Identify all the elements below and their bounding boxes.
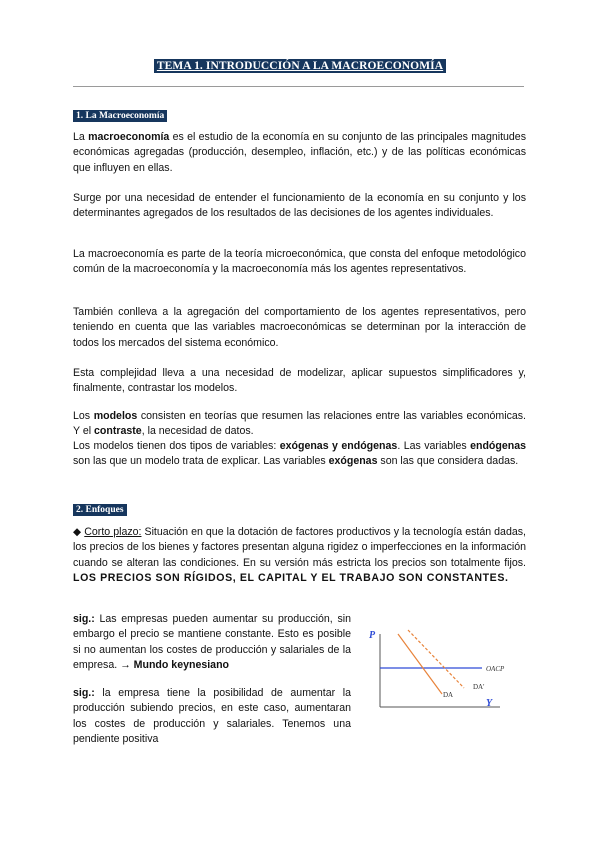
paragraph-modelling: Esta complejidad lleva a una necesidad de modelizar, aplicar supuestos simplificadores y, finalmente, contrastar los modelos. [73, 367, 526, 395]
paragraph-variables [73, 439, 526, 470]
bold-lead: sig.: [73, 687, 95, 699]
text-run: son las que un modelo trata de explicar. Las variables [73, 455, 329, 468]
paragraph-origin: Surge por una necesidad de entender el funcionamiento de la economía en su conjunto y los determinantes agregados de los resultados de las decisiones de los agentes individuales. [73, 192, 526, 220]
bold-term: contraste [94, 425, 142, 438]
x-axis-label: Y [486, 698, 493, 709]
bold-arrow-note: → Mundo keynesiano [120, 659, 230, 672]
paragraph-definition [73, 130, 526, 176]
text-run: la empresa tiene la posibilidad de aumentar la producción subiendo precios, en este caso, aumentaran los costes de producción y salariales. Tenemos una pendiente positiva [73, 687, 351, 746]
bold-term: macroeconomía [88, 131, 170, 143]
section-heading-enfoques: 2. Enfoques [73, 504, 127, 516]
text-run: . Las variables [397, 440, 471, 452]
text-run: son las que considera dadas. [377, 455, 519, 468]
bold-term: modelos [93, 410, 138, 422]
bold-term: endógenas [470, 440, 527, 452]
figure-svg [360, 622, 510, 717]
paragraph-keynesian [73, 612, 351, 674]
paragraph-models [73, 409, 526, 440]
paragraph-short-run [73, 525, 526, 587]
title-wrap [0, 56, 600, 74]
paragraph-theory: La macroeconomía es parte de la teoría microeconómica, que consta del enfoque metodológico común de la macroeconomía y la macroeconomía más los agentes representativos. [73, 248, 526, 276]
text-run: Los modelos tienen dos tipos de variables: [73, 440, 280, 452]
caps-statement: LOS PRECIOS SON RÍGIDOS, EL CAPITAL Y EL TRABAJO SON CONSTANTES. [73, 572, 509, 585]
section-heading-macroeconomia: 1. La Macroeconomía [73, 110, 167, 122]
oacp-label: OACP [486, 665, 505, 673]
text-run: Los [73, 410, 94, 422]
document-title: TEMA 1. INTRODUCCIÓN A LA MACROECONOMÍA [154, 59, 446, 73]
bold-term: exógenas [328, 455, 378, 468]
diamond-bullet-icon: ◆ [73, 526, 82, 538]
text-run: Las empresas pueden aumentar su producción, sin embargo el precio se mantiene constante. Esto es posible si no aumentan los costes de producción y salariales de la empresa. [73, 613, 351, 672]
da-prime-label: DA' [473, 683, 485, 691]
title-divider [73, 86, 524, 87]
short-run-term: Corto plazo: [84, 526, 142, 538]
bold-term: exógenas y endógenas [279, 440, 398, 452]
text-run: consisten en teorías que resumen las relaciones entre las variables económicas. Y el [73, 410, 527, 438]
y-axis-label: P [369, 630, 376, 641]
paragraph-aggregation: También conlleva a la agregación del comportamiento de los agentes representativos, pero teniendo en cuenta que las variables macroeconómicas se determinan por la interacción de todos los mercados del sistema económico. [73, 306, 526, 349]
text-run: La [73, 131, 89, 143]
aggregate-supply-demand-figure [360, 622, 510, 717]
text-run: , la necesidad de datos. [141, 425, 254, 438]
paragraph-positive-slope [73, 686, 351, 748]
text-run: es el estudio de la economía en su conjunto de las principales magnitudes económicas agregadas (producción, desempleo, inflación, etc.) y de las políticas económicas que influyen en ellas. [73, 131, 526, 174]
da-label: DA [443, 691, 454, 699]
bold-lead: sig.: [73, 613, 95, 625]
text-run: Situación en que la dotación de factores productivos y la tecnología están dadas, los precios de los bienes y factores presentan alguna rigidez o imperfecciones en la información cuando se alteran las condiciones. En su versión más estricta los precios son totalmente fijos. [73, 526, 526, 569]
